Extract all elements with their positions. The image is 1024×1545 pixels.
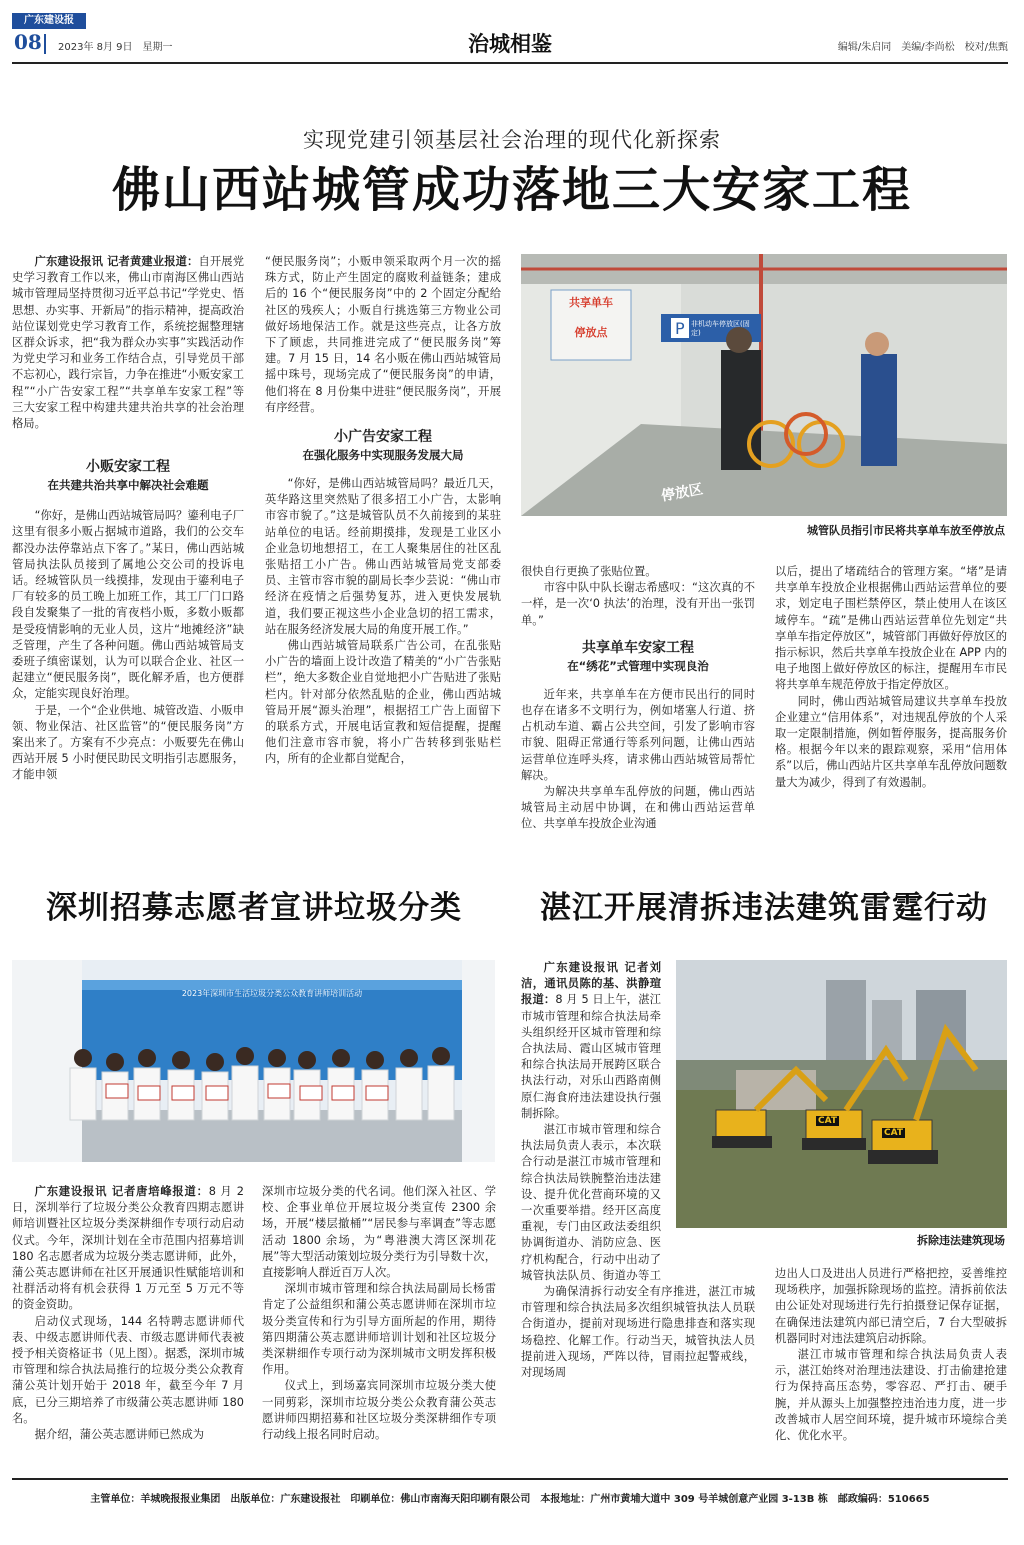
demolition-photo — [676, 960, 1007, 1228]
article-headline: 佛山西站城管成功落地三大安家工程 — [111, 162, 912, 218]
volunteer-photo — [12, 960, 495, 1162]
excavator-label-2: CAT — [884, 1128, 904, 1138]
page-number: 08 — [14, 30, 42, 54]
subhead-ads: 小广告安家工程 — [334, 429, 432, 446]
article2-headline: 深圳招募志愿者宣讲垃圾分类 — [46, 890, 462, 926]
bike-photo — [521, 254, 1007, 516]
floor-marking: 停放区 — [660, 481, 705, 505]
brand-tag: 广东建设报 — [12, 13, 86, 29]
subhead-vendor-sub: 在共建共治共享中解决社会难题 — [47, 478, 209, 493]
subhead-bike-sub: 在“绣花”式管理中实现良治 — [567, 658, 709, 673]
header-rule — [12, 62, 1008, 64]
subhead-bike: 共享单车安家工程 — [582, 639, 694, 656]
footer-imprint: 主管单位：羊城晚报报业集团 出版单位：广东建设报社 印刷单位：佛山市南海天阳印刷有限公司 本报地址：广州市黄埔大道中 309 号羊城创意产业园 3-13B 栋 邮政编码：510665 — [90, 1494, 930, 1505]
main-col-2: “便民服务岗”；小贩申领采取两个月一次的摇珠方式，防止产生固定的腐败利益链条；建成后的 16 个“便民服务岗”中的 2 个固定分配给社区的残疾人；小贩自行挑选第三方物业公司做好场地保洁工作。就是这些亮点，让各方放下了顾虑，共同推进完成了“便民服务岗”筹建。7 月 15 日，14 名小贩在佛山西站城管局摇中珠号，现场完成了“便民服务岗”的申请，他们将在 8 月份集中进驻“便民服务岗”，开展有序经营。 小广告安家工程 在强化服务中实现服务发展大局 “你好，是佛山西站城管局吗？最近几天，英华路这里突然贴了很多招工小广告，太影响市容市貌了。”这是城管队员不久前接到的某驻站单位的电话。经前期摸排，发现是工业区小企业急切地想招工，在工人聚集居住的社区乱张贴招工小广告。佛山西站城管局党支部委员、主管市容市貌的副局长李少芸说：“佛山市经济在疫情之后强势复苏，进入更快发展轨道，我们要正视这些小企业急切的招工需求，站在服务经济发展大局的角度开展工作。” 佛山西站城管局联系广告公司，在乱张贴小广告的墙面上设计改造了精美的“小广告张贴栏”，绝大多数企业自觉地把小广告贴进了张贴栏内。针对部分依然乱贴的企业，佛山西站城管局开展“源头治理”，根据招工广告上面留下的联系方式，开展电话宣教和短信提醒，提醒他们注意市容市貌，将小广告转移到张贴栏内，所有的企业都自觉配合， — [265, 255, 501, 766]
bike-photo-caption: 城管队员指引市民将共享单车放至停放点 — [807, 524, 1005, 537]
demolition-photo-scene — [676, 960, 1007, 1228]
footer-rule — [12, 1478, 1008, 1480]
sign-parking-point: 停放点 — [574, 326, 608, 339]
article2-col-1: 广东建设报讯 记者唐培峰报道：8 月 2 日，深圳举行了垃圾分类公众教育四期志愿讲师培训暨社区垃圾分类深耕细作专项行动启动仪式。今年，深圳计划在全市范围内招募培训 180 名志愿者成为垃圾分类志愿讲师，此外，蒲公英志愿讲师在社区开展通识性赋能培训和社群活动将有机会获得 1 万元至 5 万元不等的资金资助。 启动仪式现场，144 名特聘志愿讲师代表、中级志愿讲师代表、市级志愿讲师代表被授予相关资格证书（见上图）。据悉，深圳市城市管理和综合执法局推行的垃圾分类公众教育蒲公英计划开始于 2018 年，截至今年 7 月底，已分三期培养了市级蒲公英志愿讲师 180 名。 据介绍，蒲公英志愿讲师已然成为 — [12, 1185, 244, 1442]
event-banner: 2023年深圳市生活垃圾分类公众教育讲师培训活动 — [181, 989, 363, 998]
subhead-vendor: 小贩安家工程 — [86, 459, 170, 476]
article3-headline: 湛江开展清拆违法建筑雷霆行动 — [540, 890, 988, 926]
section-title: 治城相鉴 — [468, 31, 552, 56]
article2-col-2: 深圳市垃圾分类的代名词。他们深入社区、学校、企事业单位开展垃圾分类宣传 2300 余场，开展“楼层撤桶”“居民参与率调查”等志愿活动 1800 余场，为“粤港澳大湾区深圳花展”等大型活动策划垃圾分类行为引导数十次，直接影响人群近百万人次。 深圳市城市管理和综合执法局副局长杨雷肯定了公益组织和蒲公英志愿讲师在深圳市垃圾分类宣传和行为引导方面所起的作用，期待第四期蒲公英志愿讲师培训计划和社区垃圾分类深耕细作专项行动为深圳城市文明发挥积极作用。 仪式上，到场嘉宾同深圳市垃圾分类大使一同剪彩，深圳市垃圾分类公众教育蒲公英志愿讲师四期招募和社区垃圾分类深耕细作专项行动线上报名同时启动。 — [262, 1185, 496, 1442]
article3-col-2: 为确保清拆行动安全有序推进，湛江市城市管理和综合执法局多次组织城管执法人员联合街道办，提前对现场进行隐患排查和落实现场稳控、化解工作。行动当天，城管执法人员提前进入现场，严阵以待，冒雨拉起警戒线，对现场周 — [521, 1285, 755, 1380]
issue-date: 2023年 8月 9日 星期一 — [58, 42, 173, 53]
article3-col-1: 广东建设报讯 记者刘洁，通讯员陈的基、洪静瑄报道：8 月 5 日上午，湛江市城市管理和综合执法局牵头组织经开区城市管理和综合执法局、霞山区城市管理和综合执法局开展跨区联合执法行动，对乐山西路南侧原仁海食府违法建设执行强制拆除。 湛江市城市管理和综合执法局负责人表示，本次联合行动是湛江市城市管理和综合执法局铁腕整治违法建设、提升优化营商环境的又一次重要举措。经开区高度重视，专门由区政法委组织协调街道办、消防应急、医疗机构配合，行动中出动了城管执法队员、街道办等工 — [521, 961, 661, 1282]
main-col-3: 很快自行更换了张贴位置。 市容中队中队长谢志希感叹：“这次真的不一样，是一次‘0 执法’的治理，没有开出一张罚单。” 共享单车安家工程 在“绣花”式管理中实现良治 近年来，共享单车在方便市民出行的同时也存在诸多不文明行为，例如堵塞人行道、挤占机动车道、霸占公共空间，引发了影响市容市貌、阻碍正常通行等系列问题，让佛山西站运营单位连呼头疼，请求佛山西站城管局帮忙解决。 为解决共享单车乱停放的问题，佛山西站城管局主动居中协调，在和佛山西站运营单位、共享单车投放企业沟通 — [521, 565, 755, 831]
article-kicker: 实现党建引领基层社会治理的现代化新探索 — [303, 128, 721, 152]
sign-bike-zone: 非机动车停放区(固定) — [691, 320, 750, 337]
sign-share-bike: 共享单车 — [569, 296, 613, 309]
editor-credits: 编辑/朱启同 美编/李尚松 校对/焦甄 — [837, 42, 1008, 53]
demolition-photo-caption: 拆除违法建筑现场 — [917, 1234, 1005, 1247]
main-col-1: 广东建设报讯 记者黄建业报道：自开展党史学习教育工作以来，佛山市南海区佛山西站城市管理局坚持贯彻习近平总书记“学党史、悟思想、办实事、开新局”的指示精神，提高政治站位谋划党史学习教育工作，系统挖掘整理辖区群众诉求，把“我为群众办实事”实践活动作为党史学习和业务工作结合点，引导党员干部不忘初心，践行宗旨，力争在推进“小贩安家工程”“小广告安家工程”“共享单车安家工程”等三大安家工程中构建共建共治共享的社会治理格局。 小贩安家工程 在共建共治共享中解决社会难题 “你好，是佛山西站城管局吗？鎏利电子厂这里有很多小贩占据城市道路，我们的公交车都没办法停靠站点下客了。”某日，佛山西站城管局执法队员接到了属地公交公司的投诉电话。经城管队员一线摸排，发现由于鎏利电子厂有较多的员工晚上加班工作，其工厂门口路段自发聚集了一批的宵夜档小贩，多数小贩都是受疫情影响的无业人员，这片“地摊经济”缺乏管理，产生了各种问题。佛山西站城管局支委班子缜密谋划，认为可以联合企业、社区一起建立“便民服务岗”，既化解矛盾，也方便群众，定能实现良好治理。 于是，一个“企业供地、城管改造、小贩申领、物业保洁、社区监管”的“便民服务岗”方案出来了。方案有不少亮点：小贩要先在佛山西站开展 5 小时便民助民文明指引志愿服务，才能申领 — [12, 255, 244, 782]
excavator-label-1: CAT — [818, 1116, 838, 1126]
svg-text:P: P — [675, 319, 685, 338]
main-col-4: 以后，提出了堵疏结合的管理方案。“堵”是请共享单车投放企业根据佛山西站运营单位的要求，划定电子围栏禁停区，禁止使用人在该区域停车。“疏”是佛山西站运营单位先划定“共享单车指定停放区”，城管部门再做好停放区的指示标识，然后共享单车投放企业在 APP 内的电子地图上做好停放区的标注，提醒用车市民将共享单车规范停放于指定停放区。 同时，佛山西站城管局建议共享单车投放企业建立“信用体系”，对违规乱停放的个人采取一定限制措施，例如暂停服务，提高服务价格。根据今年以来的跟踪观察，采用“信用体系”以后，佛山西站片区共享单车乱停放问题数量大为减少，得到了有效遏制。 — [775, 565, 1007, 789]
subhead-ads-sub: 在强化服务中实现服务发展大局 — [302, 448, 464, 463]
article3-col-3: 边出人口及进出人员进行严格把控，妥善维控现场秩序，加强拆除现场的监控。清拆前依法由公证处对现场进行先行拍摄登记保存证据，在确保违法建筑内部已清空后，7 台大型破拆机器同时对违法建筑启动拆除。 湛江市城市管理和综合执法局负责人表示，湛江始终对治理违法建设、打击偷建抢建行为保持高压态势，零容忍、严打击、硬手腕，并从源头上加强整控违治违力度，进一步改善城市人居空间环境，提升城市环境综合美化、优化水平。 — [775, 1267, 1007, 1443]
